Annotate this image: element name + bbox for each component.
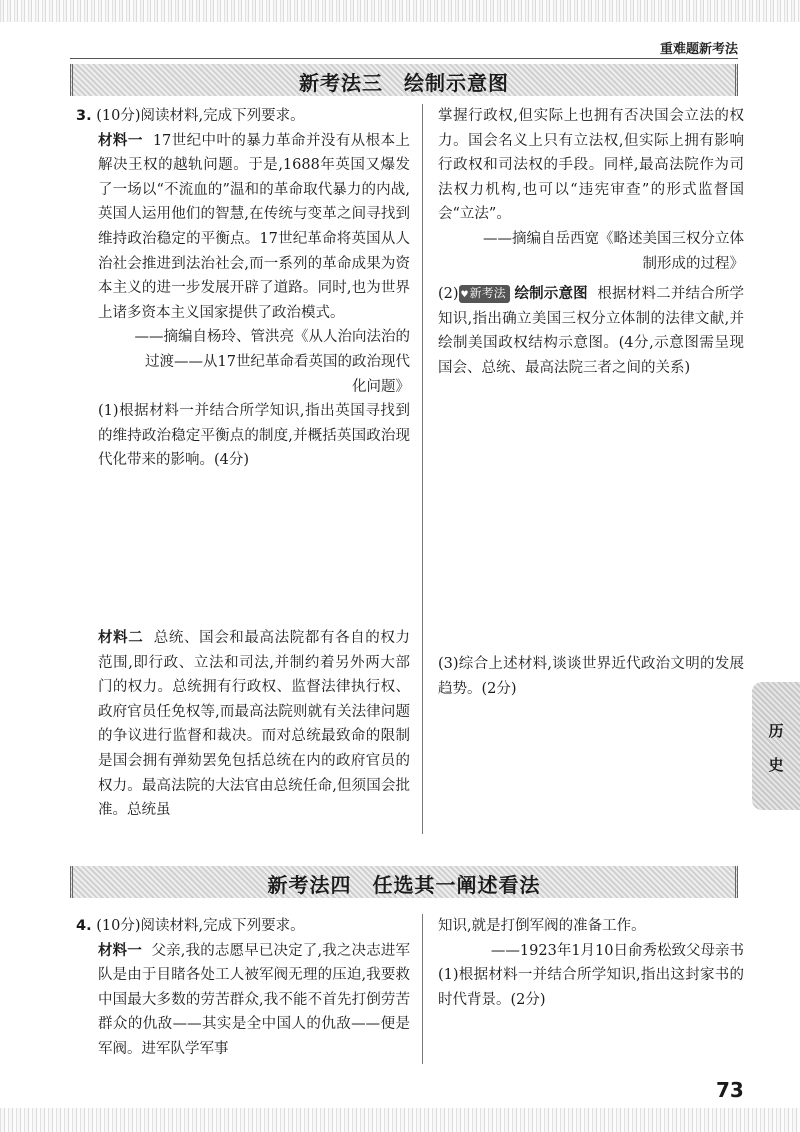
source-line: 制形成的过程》 <box>642 255 744 272</box>
material-text: 父亲,我的志愿早已决定了,我之决志进军队是由于目睹各处工人被军阀无理的压迫,我要救中国最大多数的劳苦群众,我不能不首先打倒劳苦群众的仇敌——其实是全中国人的仇敌——便是军阀。进军队学军事 <box>98 942 411 1057</box>
q4-material-1 <box>76 939 410 1062</box>
column-divider <box>422 104 423 834</box>
material-label: 材料二 <box>98 630 144 646</box>
q3-subquestion-3: (3)综合上述材料,谈谈世界近代政治文明的发展趋势。(2分) <box>438 656 744 697</box>
page-number: 73 <box>716 1078 744 1102</box>
subquestion-text: 根据材料二并结合所学知识,指出确立美国三权分立体制的法律文献,并绘制美国政权结构示意图。(4分,示意图需呈现国会、总统、最高法院三者之间的关系) <box>438 286 745 376</box>
scan-noise-bottom <box>0 1108 800 1132</box>
column-divider <box>422 914 423 1064</box>
material-text: 总统、国会和最高法院都有各自的权力范围,即行政、立法和司法,并制约着另外两大部门的权力。总统拥有行政权、监督法律执行权、政府官员任免权等,而最高法院则就有关法律问题的争议进行监督和裁决。而对总统最致命的限制是国会拥有弹劾罢免包括总统在内的政府官员的权力。最高法院的大法官由总统任命,但须国会批准。总统虽 <box>98 630 411 819</box>
section-banner-3 <box>70 64 738 96</box>
q3-stem-text: (10分)阅读材料,完成下列要求。 <box>96 108 305 124</box>
q4-right-column <box>438 914 744 1012</box>
q3-material-2 <box>98 626 410 823</box>
badge-label: 新考法 <box>469 286 506 301</box>
q3-subquestion-3-block <box>438 652 744 701</box>
new-method-badge <box>459 285 510 303</box>
source-line: ——摘编自杨玲、管洪亮《从人治向法治的 <box>134 329 410 346</box>
side-tab-char: 历 <box>768 722 784 740</box>
material-paragraph <box>98 626 410 823</box>
material-continuation: 知识,就是打倒军阀的准备工作。 <box>438 918 646 934</box>
side-tab-label <box>752 714 800 782</box>
scan-noise-top <box>0 0 800 22</box>
q4-left-column <box>76 914 410 1062</box>
source-line: 化问题》 <box>352 378 410 395</box>
q3-left-column <box>76 104 410 473</box>
running-header: 重难题新考法 <box>659 42 738 57</box>
q4-stem-text: (10分)阅读材料,完成下列要求。 <box>96 918 305 934</box>
source-line: 过渡——从17世纪革命看英国的政治现代 <box>145 353 410 370</box>
section-title: 新考法三 绘制示意图 <box>299 71 509 95</box>
side-tab-char: 史 <box>768 756 784 774</box>
q3-subquestion-1: (1)根据材料一并结合所学知识,指出英国寻找到的维持政治稳定平衡点的制度,并概括英国政治现代化带来的影响。(4分) <box>98 403 410 469</box>
q4-subquestion-1: (1)根据材料一并结合所学知识,指出这封家书的时代背景。(2分) <box>438 967 744 1008</box>
material-label: 材料一 <box>98 942 142 959</box>
q4-number: 4. <box>76 918 92 934</box>
source-line: ——摘编自岳西宽《略述美国三权分立体 <box>483 230 744 247</box>
material-continuation: 掌握行政权,但实际上也拥有否决国会立法的权力。国会名义上只有立法权,但实际上拥有影响行政权和司法权的手段。同样,最高法院作为司法权力机构,也可以“违宪审查”的形式监督国会“立法”。 <box>438 108 744 223</box>
subquestion-title: 绘制示意图 <box>514 286 588 303</box>
subquestion-prefix: (2) <box>438 286 459 303</box>
heart-icon: ♥ <box>460 290 469 301</box>
section-title: 新考法四 任选其一阐述看法 <box>267 873 541 897</box>
q3-material-1 <box>76 129 410 326</box>
material-label: 材料一 <box>98 132 143 149</box>
q3-right-column <box>438 104 744 381</box>
material-text: 17世纪中叶的暴力革命并没有从根本上解决王权的越轨问题。于是,1688年英国又爆发了一场以“不流血的”温和的革命取代暴力的内战,英国人运用他们的智慧,在传统与变革之间寻找到维持政治稳定的平衡点。17世纪革命将英国从人治社会推进到法治社会,而一系列的革命成果为资本主义的进一步发展开辟了道路。同时,也为世界上诸多资本主义国家提供了政治模式。 <box>98 132 411 321</box>
header-rule <box>70 58 738 59</box>
source-line: ——1923年1月10日俞秀松致父母亲书 <box>490 942 744 959</box>
subject-side-tab <box>752 682 800 810</box>
q3-number: 3. <box>76 108 92 124</box>
q4-stem <box>76 914 410 939</box>
section-banner-4 <box>70 866 738 898</box>
q3-stem <box>76 104 410 129</box>
q3-subquestion-2 <box>438 282 744 380</box>
